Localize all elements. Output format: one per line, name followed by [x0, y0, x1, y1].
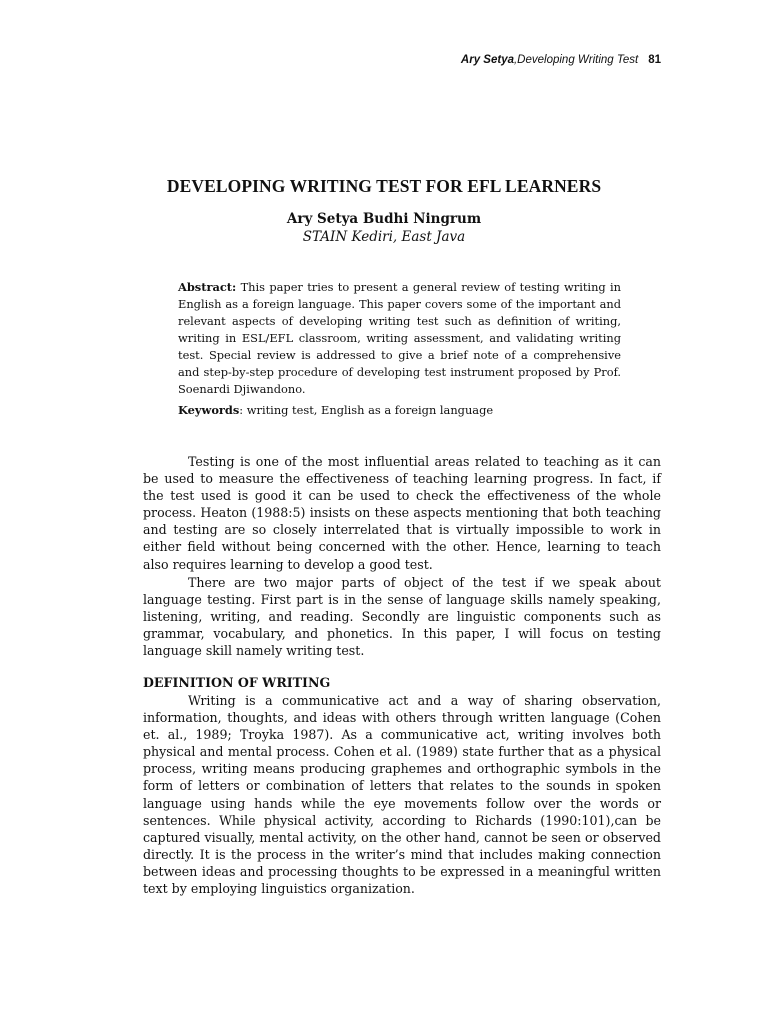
running-head-author: Ary Setya	[460, 54, 514, 66]
abstract	[178, 279, 621, 398]
section-heading: DEFINITION OF WRITING	[143, 675, 331, 690]
page-number: 81	[648, 54, 661, 66]
abstract-text: This paper tries to present a general review of testing writing in English as a foreign language. This paper covers some of the important and relevant aspects of developing writing test such as definition of writing, writing in ESL/EFL classroom, writing assessment, and validating writing test. Special review is addressed to give a brief note of a comprehensive and step-by-step procedure of developing test instrument proposed by Prof. Soenardi Djiwandono.	[178, 280, 621, 396]
keywords-text: : writing test, English as a foreign language	[239, 403, 494, 417]
body-paragraph: There are two major parts of object of the test if we speak about language testing. First part is in the sense of language skills namely speaking, listening, writing, and reading. Secondly are linguistic components such as grammar, vocabulary, and phonetics. In this paper, I will focus on testing language skill namely writing test.	[143, 575, 661, 659]
section-paragraph: Writing is a communicative act and a way of sharing observation, information, thoughts, and ideas with others through written language (Cohen et. al., 1989; Troyka 1987). As a communicative act, writing involves both physical and mental process. Cohen et al. (1989) state further that as a physical process, writing means producing graphemes and orthographic symbols in the form of letters or combination of letters that relates to the sounds in spoken language using hands while the eye movements follow over the words or sentences. While physical activity, according to Richards (1990:101),can be captured visually, mental activity, on the other hand, cannot be seen or observed directly. It is the process in the writer’s mind that includes making connection between ideas and processing thoughts to be expressed in a meaningful written text by employing linguistics organization.	[143, 693, 661, 897]
body-paragraph: Testing is one of the most influential areas related to teaching as it can be used to measure the effectiveness of teaching learning progress. In fact, if the test used is good it can be used to check the effectiveness of the whole process. Heaton (1988:5) insists on these aspects mentioning that both teaching and testing are so closely interrelated that is virtually impossible to work in either field without being concerned with the other. Hence, learning to teach also requires learning to develop a good test.	[143, 454, 661, 572]
keywords	[178, 402, 621, 419]
paper-title: DEVELOPING WRITING TEST FOR EFL LEARNERS	[166, 176, 602, 196]
keywords-label: Keywords	[178, 403, 240, 417]
author-affiliation: STAIN Kediri, East Java	[302, 229, 466, 245]
abstract-label: Abstract:	[178, 280, 237, 294]
running-head-title: ,Developing Writing Test	[513, 54, 639, 66]
author-name: Ary Setya Budhi Ningrum	[286, 211, 482, 227]
running-head	[461, 54, 661, 66]
